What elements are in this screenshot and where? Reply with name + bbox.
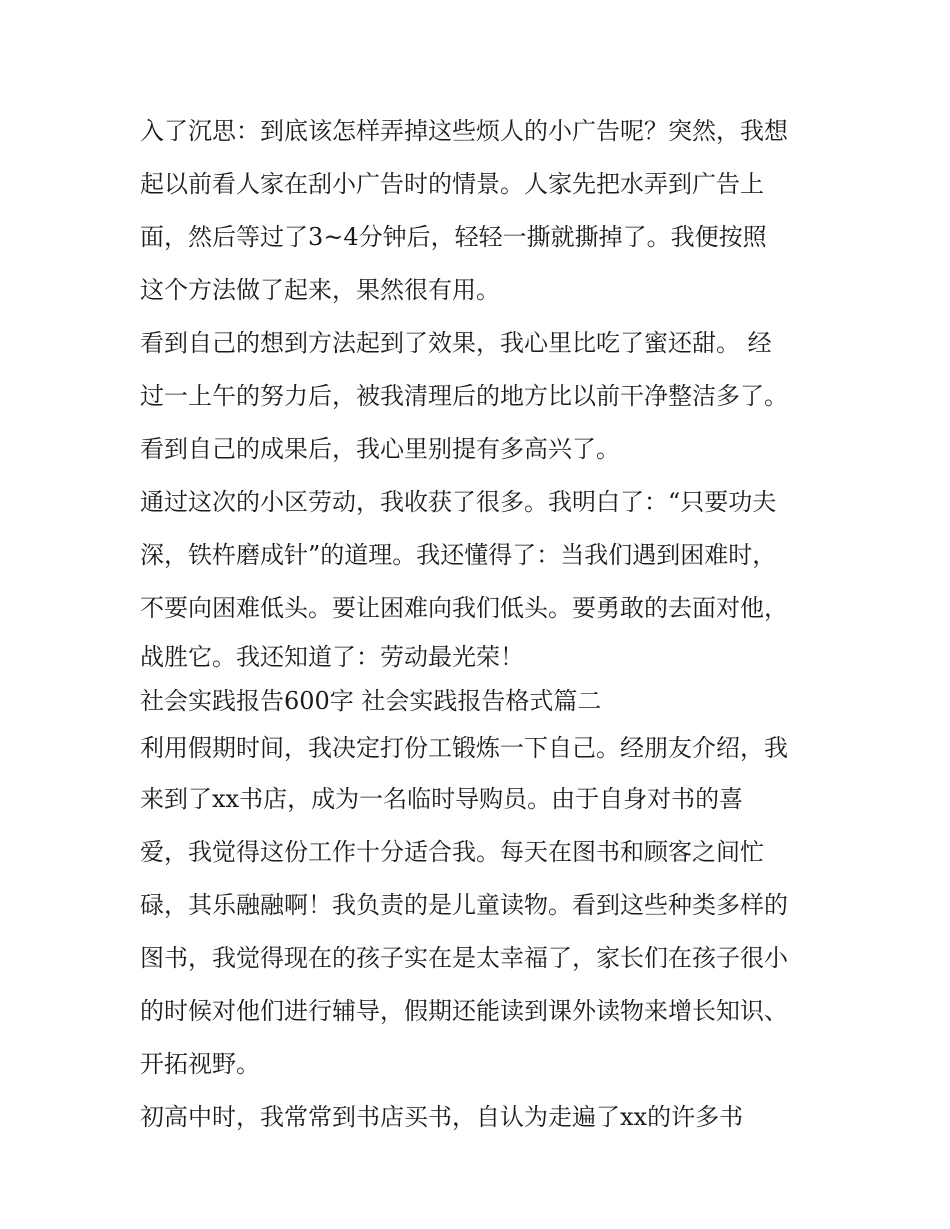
text-line: 起以前看人家在刮小广告时的情景。人家先把水弄到广告上	[140, 170, 764, 198]
text-line: 深，铁杵磨成针”的道理。我还懂得了：当我们遇到困难时，	[140, 541, 777, 569]
text-line: 开拓视野。	[140, 1050, 260, 1078]
text-line: 看到自己的想到方法起到了效果，我心里比吃了蜜还甜。 经	[140, 329, 772, 357]
text-line: 来到了xx书店，成为一名临时导购员。由于自身对书的喜	[140, 785, 744, 813]
section-heading: 社会实践报告600字 社会实践报告格式篇二	[140, 687, 602, 715]
text-line: 战胜它。我还知道了：劳动最光荣！	[140, 643, 524, 671]
document-body	[140, 105, 830, 1144]
text-line: 不要向困难低头。要让困难向我们低头。要勇敢的去面对他，	[140, 594, 788, 622]
text-line: 初高中时，我常常到书店买书，自认为走遍了xx的许多书	[140, 1103, 744, 1131]
text-line: 爱，我觉得这份工作十分适合我。每天在图书和顾客之间忙	[140, 838, 764, 866]
text-line: 通过这次的小区劳动，我收获了很多。我明白了：“只要功夫	[140, 488, 777, 516]
text-line: 利用假期时间，我决定打份工锻炼一下自己。经朋友介绍，我	[140, 734, 788, 762]
text-line: 看到自己的成果后，我心里别提有多高兴了。	[140, 435, 620, 463]
text-line: 的时候对他们进行辅导，假期还能读到课外读物来增长知识、	[140, 997, 788, 1025]
text-line: 图书，我觉得现在的孩子实在是太幸福了，家长们在孩子很小	[140, 944, 788, 972]
text-line: 入了沉思：到底该怎样弄掉这些烦人的小广告呢？突然，我想	[140, 117, 788, 145]
text-line: 这个方法做了起来，果然很有用。	[140, 276, 500, 304]
text-line: 面，然后等过了3~4分钟后，轻轻一撕就撕掉了。我便按照	[140, 223, 767, 251]
text-line: 过一上午的努力后，被我清理后的地方比以前干净整洁多了。	[140, 382, 788, 410]
text-line: 碌，其乐融融啊！我负责的是儿童读物。看到这些种类多样的	[140, 891, 788, 919]
